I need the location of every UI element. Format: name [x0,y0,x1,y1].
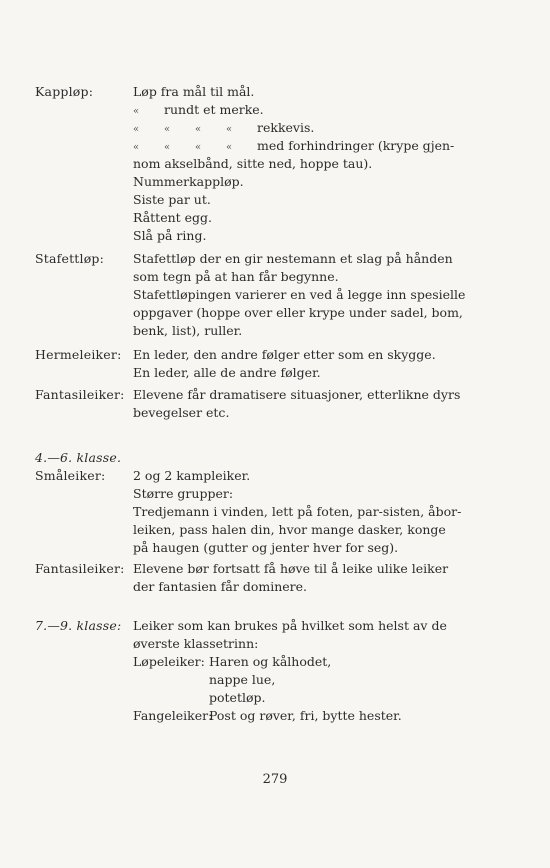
label-hermeleiker: Hermeleiker: [35,347,122,362]
block-hermeleiker [133,346,463,382]
label-fangeleiker: Fangeleiker: [133,708,213,723]
text-line: Stafettløpingen varierer en ved å legge inn spesielle [133,287,466,302]
text-line: benk, list), ruller. [133,323,243,338]
text-line: nom akselbånd, sitte ned, hoppe tau). [133,156,373,171]
list-item: nappe lue, [209,672,276,687]
text-line: En leder, den andre følger etter som en skygge. [133,347,436,362]
text-line: Stafettløp der en gir nestemann et slag på hånden [133,251,453,266]
block-kapplop [133,83,463,245]
heading-klasse-7-9: 7.—9. klasse: [35,618,122,633]
text-line: Løp fra mål til mål. [133,84,255,99]
page-number: 279 [262,772,288,787]
text-line: « « « « med forhindringer (krype gjen- [133,138,455,153]
text-line: Leiker som kan brukes på hvilket som helst av de [133,618,447,633]
label-fantasileiker: Fantasileiker: [35,387,125,402]
heading-klasse-4-6: 4.—6. klasse. [35,450,122,465]
text-line: Større grupper: [133,486,234,501]
label-lopeleiker: Løpeleiker: [133,654,205,669]
list-item: Post og røver, fri, bytte hester. [209,708,402,723]
text-line: som tegn på at han får begynne. [133,269,339,284]
label-smaleiker: Småleiker: [35,468,106,483]
list-item: Haren og kålhodet, [209,654,332,669]
text-line: Elevene får dramatisere situasjoner, etterlikne dyrs [133,387,461,402]
block-klasse-7-9 [133,617,463,725]
list-item: potetløp. [209,690,266,705]
text-line: Råttent egg. [133,210,213,225]
block-fantasileiker [133,560,463,596]
text-line: Tredjemann i vinden, lett på foten, par-sisten, åbor- [133,504,462,519]
text-line: øverste klassetrinn: [133,636,259,651]
lopeleiker-row [133,653,463,671]
text-line: Nummerkappløp. [133,174,244,189]
text-line: Slå på ring. [133,228,207,243]
text-line: Elevene bør fortsatt få høve til å leike ulike leiker [133,561,449,576]
text-line: 2 og 2 kampleiker. [133,468,251,483]
label-fantasileiker: Fantasileiker: [35,561,125,576]
text-line: Siste par ut. [133,192,211,207]
label-kapplop: Kappløp: [35,84,94,99]
fangeleiker-row [133,707,463,725]
text-line: « « « « rekkevis. [133,120,315,135]
label-stafettlop: Stafettløp: [35,251,105,266]
block-smaleiker [133,467,463,557]
block-stafettlop [133,250,466,340]
text-line: « rundt et merke. [133,101,463,119]
text-line: der fantasien får dominere. [133,579,307,594]
block-fantasileiker [133,386,463,422]
text-line: oppgaver (hoppe over eller krype under sadel, bom, [133,305,463,320]
text-line: på haugen (gutter og jenter hver for seg). [133,540,399,555]
text-line: En leder, alle de andre følger. [133,365,321,380]
text-line: bevegelser etc. [133,405,230,420]
text-line: leiken, pass halen din, hvor mange dasker, konge [133,522,446,537]
ditto-mark: « [133,106,140,117]
